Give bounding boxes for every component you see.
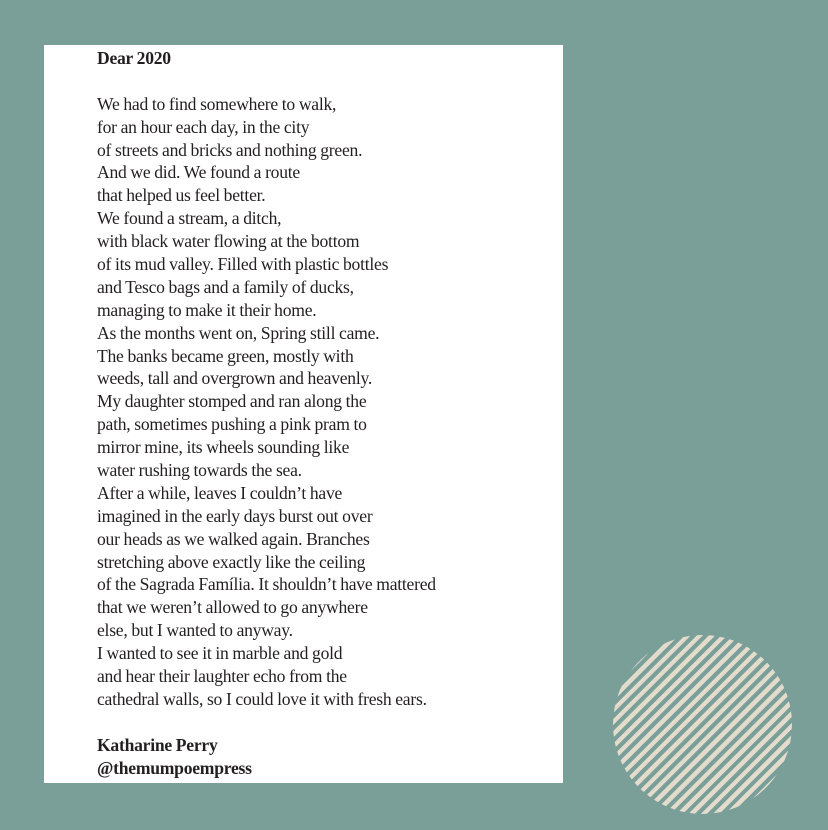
poem-line: of its mud valley. Filled with plastic bottles [97, 254, 389, 275]
poem-line: stretching above exactly like the ceiling [97, 551, 366, 572]
author-handle: @themumpoempress [97, 757, 252, 778]
poem-text [97, 47, 436, 780]
poem-line: that we weren’t allowed to go anywhere [97, 597, 368, 618]
poem-line: After a while, leaves I couldn’t have [97, 482, 343, 503]
poem-line: We found a stream, a ditch, [97, 208, 282, 229]
poem-line: water rushing towards the sea. [97, 460, 302, 481]
poem-line: We had to find somewhere to walk, [97, 93, 337, 114]
spacer [97, 711, 436, 734]
poem-line: and hear their laughter echo from the [97, 666, 347, 687]
poem-line: weeds, tall and overgrown and heavenly. [97, 368, 373, 389]
poem-line: that helped us feel better. [97, 185, 266, 206]
poem-line: As the months went on, Spring still came. [97, 322, 380, 343]
author-name: Katharine Perry [97, 734, 218, 755]
poem-line: cathedral walls, so I could love it with fresh ears. [97, 688, 427, 709]
poem-line: else, but I wanted to anyway. [97, 620, 293, 641]
striped-circle-decoration [613, 635, 792, 814]
poem-line: managing to make it their home. [97, 299, 317, 320]
poem-line: The banks became green, mostly with [97, 345, 354, 366]
poem-line: I wanted to see it in marble and gold [97, 643, 343, 664]
poem-line: path, sometimes pushing a pink pram to [97, 414, 367, 435]
poem-line: of the Sagrada Família. It shouldn’t have mattered [97, 574, 436, 595]
poem-line: with black water flowing at the bottom [97, 231, 360, 252]
poem-line: our heads as we walked again. Branches [97, 528, 370, 549]
poem-line: of streets and bricks and nothing green. [97, 139, 363, 160]
poem-line: imagined in the early days burst out over [97, 505, 373, 526]
poem-line: mirror mine, its wheels sounding like [97, 437, 350, 458]
poem-page [44, 45, 563, 783]
poem-line: And we did. We found a route [97, 162, 300, 183]
spacer [97, 70, 436, 93]
poem-title: Dear 2020 [97, 48, 171, 68]
poem-line: for an hour each day, in the city [97, 116, 310, 137]
poem-line: My daughter stomped and ran along the [97, 391, 367, 412]
poem-line: and Tesco bags and a family of ducks, [97, 276, 354, 297]
